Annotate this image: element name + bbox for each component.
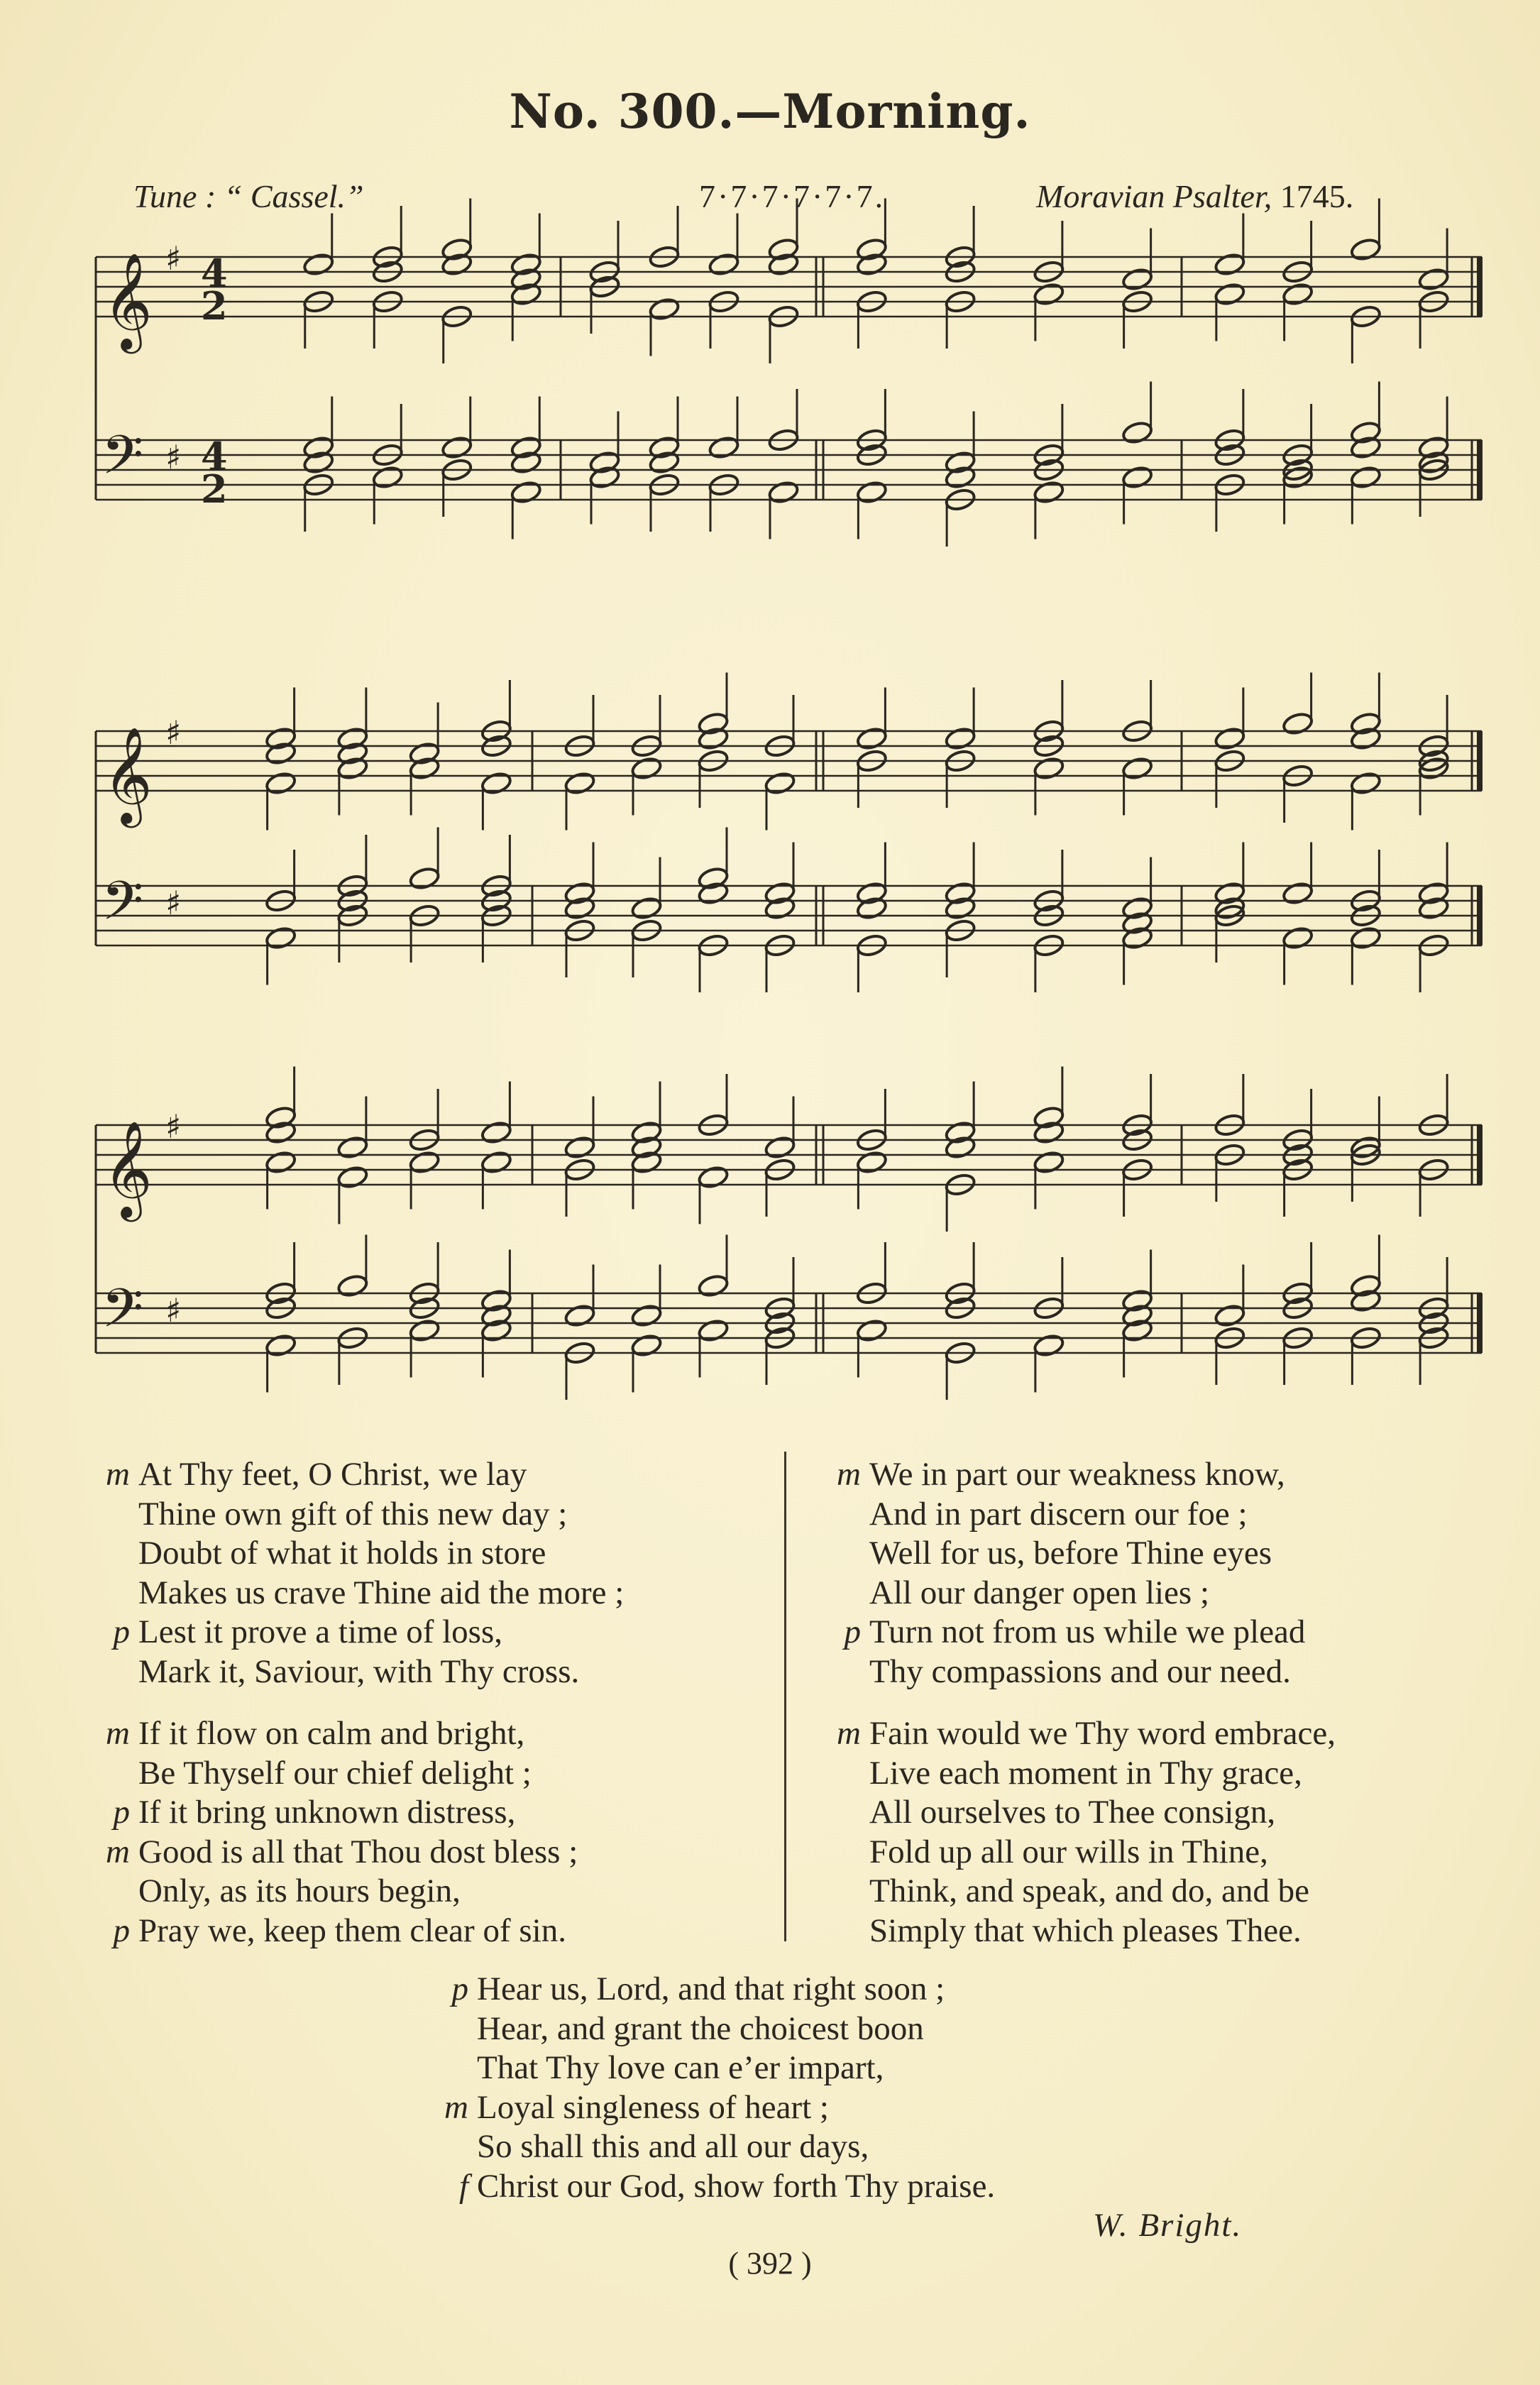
note-head: [697, 1273, 729, 1298]
note-head: [1121, 420, 1153, 445]
verse-line-text: All ourselves to Thee consign,: [869, 1794, 1276, 1831]
verse-line-text: All our danger open lies ;: [869, 1574, 1210, 1611]
time-signature-top: 4: [201, 434, 228, 479]
verse-line-text: Thine own gift of this new day ;: [138, 1495, 568, 1533]
verse-line: [458, 2167, 996, 2207]
verse-line: [106, 1714, 578, 1754]
dynamic-marking: p: [451, 1970, 468, 2007]
note-head: [1033, 480, 1065, 505]
note-head: [1033, 1150, 1065, 1175]
dynamic-marking: m: [106, 1456, 130, 1493]
verse-3: [837, 1455, 1306, 1692]
sharp-icon: ♯: [165, 438, 182, 476]
note-head: [1350, 926, 1382, 950]
dynamic-marking: p: [113, 1613, 130, 1650]
final-barline-thick: [1477, 440, 1483, 500]
verse-line: [444, 2088, 995, 2128]
note-head: [1033, 756, 1065, 781]
note-head: [372, 465, 404, 490]
tune-name: Tune : “ Cassel.”: [133, 178, 364, 214]
verse-line-text: Good is all that Thou dost bless ;: [138, 1833, 578, 1870]
note-head: [1282, 926, 1314, 950]
note-head: [1121, 756, 1153, 781]
note-head: [563, 1303, 595, 1328]
verse-line-text: Lest it prove a time of loss,: [138, 1613, 502, 1650]
verse-line: [113, 1793, 578, 1833]
note-head: [1214, 1303, 1245, 1328]
verse-line: [138, 1495, 624, 1535]
verse-line: [869, 1495, 1305, 1535]
verse-line-text: Loyal singleness of heart ;: [477, 2088, 829, 2126]
verse-line: [869, 1912, 1336, 1951]
sharp-icon: ♯: [165, 1291, 182, 1329]
note-head: [767, 480, 799, 505]
verse-line-text: Hear us, Lord, and that right soon ;: [477, 1970, 945, 2007]
note-head: [1350, 771, 1382, 796]
dynamic-marking: f: [458, 2167, 468, 2205]
note-head: [265, 771, 297, 796]
treble-clef-icon: 𝄞: [103, 725, 153, 823]
sharp-icon: ♯: [165, 713, 182, 752]
note-head: [697, 1318, 729, 1343]
dynamic-marking: m: [106, 1715, 130, 1752]
note-head: [764, 1135, 796, 1160]
verse-line-text: Hear, and grant the choicest boon: [477, 2010, 924, 2047]
note-head: [408, 1318, 440, 1343]
note-head: [856, 480, 888, 505]
verse-line: [869, 1833, 1336, 1873]
note-head: [336, 1135, 368, 1160]
note-head: [1121, 267, 1153, 292]
final-barline-thick: [1477, 1125, 1483, 1185]
verse-line: [113, 1613, 624, 1652]
verse-5: [444, 1970, 996, 2206]
verse-line-text: Only, as its hours begin,: [138, 1873, 461, 1909]
note-head: [1033, 1333, 1065, 1358]
verse-line-text: Well for us, before Thine eyes: [869, 1535, 1272, 1572]
verse-line: [138, 1872, 578, 1912]
sharp-icon: ♯: [165, 1107, 182, 1146]
verse-line-text: Mark it, Saviour, with Thy cross.: [138, 1652, 580, 1690]
treble-clef-icon: 𝄞: [103, 251, 153, 349]
note-head: [944, 726, 976, 751]
note-head: [708, 435, 739, 460]
author: W. Bright.: [1093, 2207, 1243, 2244]
note-head: [336, 1273, 368, 1298]
verse-line-text: Turn not from us while we plead: [869, 1613, 1306, 1650]
verse-line: [477, 2127, 995, 2167]
note-head: [1282, 711, 1314, 736]
note-head: [408, 1150, 440, 1175]
note-head: [1214, 282, 1245, 307]
note-head: [630, 1333, 662, 1358]
verse-1: [106, 1455, 625, 1692]
note-head: [510, 480, 542, 505]
verse-line: [869, 1652, 1305, 1692]
verse-line: [451, 1970, 995, 2010]
final-barline-thick: [1477, 257, 1483, 317]
time-signature-bottom: 2: [201, 283, 228, 329]
verse-line-text: At Thy feet, O Christ, we lay: [138, 1456, 527, 1493]
note-head: [302, 252, 334, 277]
dynamic-marking: p: [113, 1794, 130, 1831]
verse-line-text: So shall this and all our days,: [477, 2128, 869, 2165]
note-head: [697, 1165, 729, 1190]
verse-line: [113, 1912, 578, 1951]
dynamic-marking: m: [106, 1833, 130, 1870]
sharp-icon: ♯: [165, 239, 182, 278]
note-head: [708, 252, 739, 277]
final-barline-thick: [1477, 1293, 1483, 1353]
note-head: [480, 771, 512, 796]
verse-line: [869, 1793, 1336, 1833]
dynamic-marking: p: [844, 1613, 861, 1650]
verse-line: [869, 1534, 1305, 1574]
tune-source-name: Moravian Psalter,: [1036, 178, 1272, 214]
meter: 7·7·7·7·7·7.: [699, 178, 886, 214]
verse-line-text: If it bring unknown distress,: [138, 1794, 516, 1831]
verse-line: [837, 1714, 1336, 1754]
verse-line-text: Fold up all our wills in Thine,: [869, 1833, 1268, 1870]
note-head: [764, 771, 796, 796]
note-head: [1417, 267, 1449, 292]
note-head: [408, 866, 440, 891]
dynamic-marking: m: [837, 1456, 861, 1493]
note-head: [630, 896, 662, 921]
verse-line-text: Doubt of what it holds in store: [138, 1535, 546, 1572]
verse-4: [837, 1714, 1336, 1951]
treble-clef-icon: 𝄞: [103, 1119, 153, 1217]
note-head: [856, 1318, 888, 1343]
note-head: [265, 1333, 297, 1358]
verse-line-text: Think, and speak, and do, and be: [869, 1873, 1309, 1909]
verse-line: [106, 1455, 624, 1495]
bass-clef-icon: 𝄢: [101, 424, 144, 500]
page-number: ( 392 ): [728, 2246, 812, 2281]
verse-line-text: If it flow on calm and bright,: [138, 1715, 525, 1752]
dynamic-marking: m: [837, 1715, 861, 1752]
bass-clef-icon: 𝄢: [101, 870, 144, 945]
verse-line: [138, 1534, 624, 1574]
verse-line: [844, 1613, 1306, 1652]
verse-line-text: Pray we, keep them clear of sin.: [138, 1912, 566, 1949]
sharp-icon: ♯: [165, 884, 182, 922]
verse-line: [477, 2010, 995, 2049]
note-head: [1282, 282, 1314, 307]
verse-line: [869, 1574, 1305, 1613]
verse-2: [106, 1714, 578, 1951]
note-head: [265, 926, 297, 950]
note-head: [1214, 726, 1245, 751]
note-head: [1214, 252, 1245, 277]
bass-clef-icon: 𝄢: [101, 1277, 144, 1353]
verse-line: [837, 1455, 1305, 1495]
note-head: [265, 1150, 297, 1175]
tune-source-year: 1745.: [1280, 178, 1354, 214]
note-head: [648, 297, 680, 322]
verse-line: [138, 1754, 578, 1794]
time-signature-top: 4: [201, 251, 228, 296]
verse-line-text: And in part discern our foe ;: [869, 1495, 1248, 1533]
note-head: [856, 1150, 888, 1175]
note-head: [1350, 465, 1382, 490]
note-head: [1350, 237, 1382, 262]
dynamic-marking: p: [113, 1912, 130, 1949]
column-divider: [784, 1452, 786, 1941]
verse-line-text: We in part our weakness know,: [869, 1456, 1285, 1493]
verse-line: [138, 1574, 624, 1613]
note-head: [480, 1120, 512, 1145]
verse-line: [106, 1833, 578, 1873]
dynamic-marking: m: [444, 2088, 468, 2126]
note-head: [630, 1303, 662, 1328]
verse-line-text: Simply that which pleases Thee.: [869, 1912, 1302, 1949]
note-head: [1121, 465, 1153, 490]
note-head: [1033, 282, 1065, 307]
verse-line-text: Christ our God, show forth Thy praise.: [477, 2167, 996, 2205]
hymn-title: No. 300.—Morning.: [509, 84, 1031, 139]
final-barline-thick: [1477, 731, 1483, 791]
verse-line-text: That Thy love can e’er impart,: [477, 2049, 884, 2086]
note-head: [480, 1150, 512, 1175]
verse-line-text: Makes us crave Thine aid the more ;: [138, 1574, 625, 1611]
verse-line-text: Thy compassions and our need.: [869, 1652, 1291, 1690]
verse-line-text: Live each moment in Thy grace,: [869, 1754, 1302, 1792]
note-head: [630, 756, 662, 781]
verse-line: [477, 2049, 995, 2088]
verse-line-text: Be Thyself our chief delight ;: [138, 1754, 532, 1792]
verse-line: [869, 1872, 1336, 1912]
note-head: [563, 1135, 595, 1160]
note-head: [563, 771, 595, 796]
note-head: [1282, 881, 1314, 906]
time-signature-bottom: 2: [201, 466, 228, 512]
note-head: [441, 435, 473, 460]
final-barline-thick: [1477, 886, 1483, 945]
verse-line: [138, 1652, 624, 1692]
verse-line: [869, 1754, 1336, 1794]
note-head: [856, 726, 888, 751]
verse-line-text: Fain would we Thy word embrace,: [869, 1715, 1336, 1752]
note-head: [336, 1165, 368, 1190]
